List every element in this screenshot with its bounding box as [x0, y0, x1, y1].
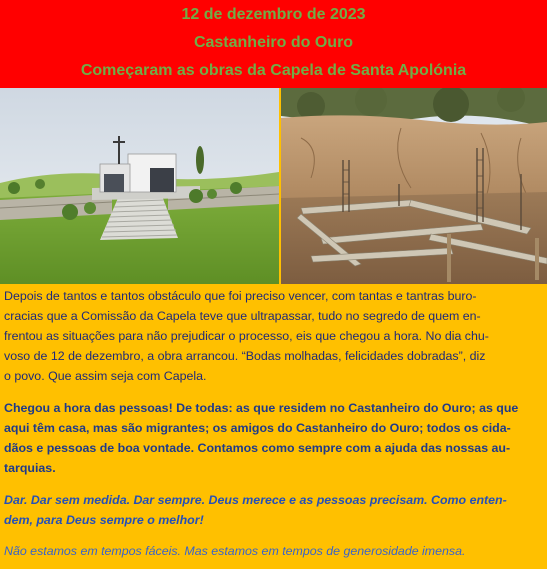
give-paragraph [4, 490, 541, 530]
paragraph-line: Depois de tantos e tantos obstáculo que foi preciso vencer, com tantas e tantras buro- [4, 289, 477, 303]
paragraph-line: tarquias. [4, 461, 56, 475]
paragraph-line: o povo. Que assim seja com Capela. [4, 369, 207, 383]
intro-paragraph [4, 286, 541, 386]
paragraph-line: Dar. Dar sem medida. Dar sempre. Deus merece e as pessoas precisam. Como enten- [4, 493, 507, 507]
construction-site-image [281, 88, 547, 284]
paragraph-line: aqui têm casa, mas são migrantes; os amigos do Castanheiro do Ouro; todos os cida- [4, 421, 511, 435]
paragraph-line: Chegou a hora das pessoas! De todas: as que residem no Castanheiro do Ouro; as que [4, 401, 519, 415]
call-to-people-paragraph [4, 398, 541, 478]
paragraph-line: voso de 12 de dezembro, a obra arrancou. “Bodas molhadas, felicidades dobradas”, diz [4, 349, 486, 363]
paragraph-line: Não estamos em tempos fáceis. Mas estamos em tempos de generosidade imensa. [4, 544, 466, 558]
closing-paragraph [4, 541, 541, 561]
paragraph-line: frentou as situações para não prejudicar o processo, eis que chegou a hora. No dia chu- [4, 329, 489, 343]
paragraph-line: cracias que a Comissão da Capela teve que ultrapassar, tudo no segredo de quem en- [4, 309, 481, 323]
paragraph-line: dãos e pessoas de boa vontade. Contamos como sempre com a ajuda das nossas au- [4, 441, 511, 455]
header-date: 12 de dezembro de 2023 [181, 6, 366, 23]
header-headline: Começaram as obras da Capela de Santa Apolónia [80, 62, 467, 79]
paragraph-line: dem, para Deus sempre o melhor! [4, 513, 204, 527]
header-place: Castanheiro do Ouro [193, 34, 354, 51]
photo-strip [0, 88, 547, 284]
header-banner [0, 0, 547, 88]
chapel-render-image [0, 88, 279, 284]
